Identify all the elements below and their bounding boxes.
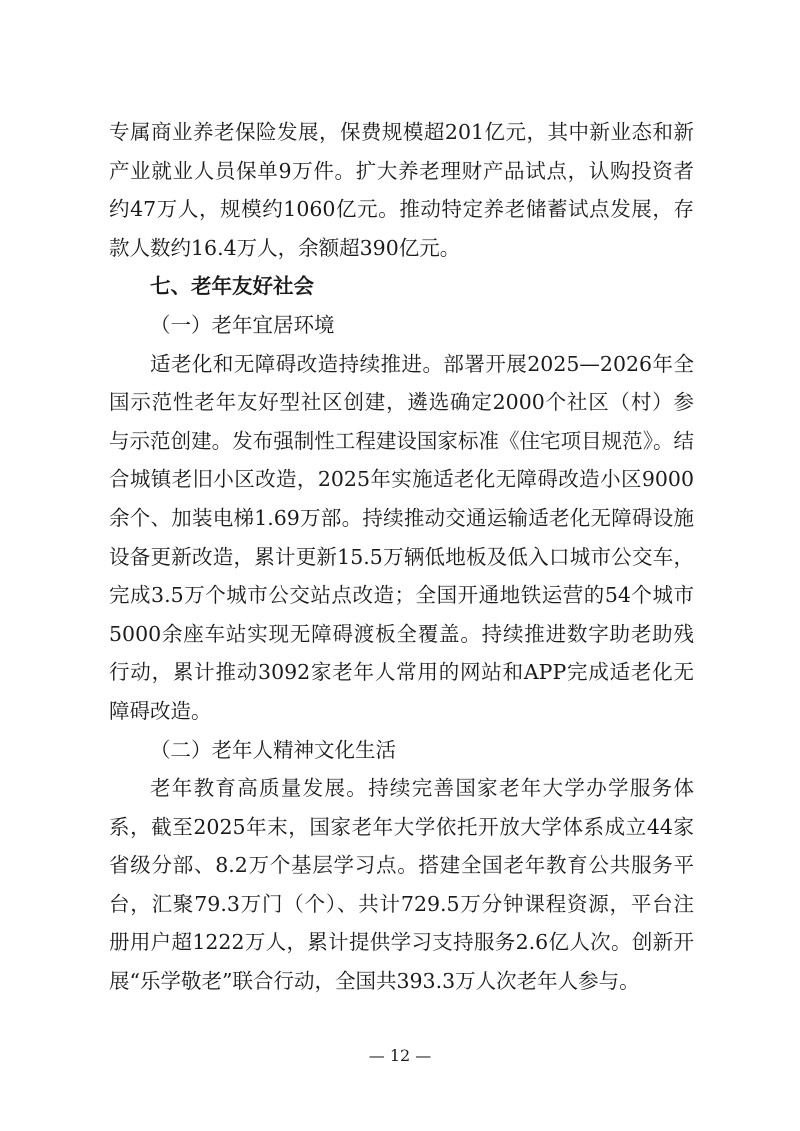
paragraph-pension-insurance: 专属商业养老保险发展，保费规模超201亿元，其中新业态和新产业就业人员保单9万件。扩大养老理财产品试点，认购投资者约47万人，规模约1060亿元。推动特定养老储蓄试点发展，存款人数约16.4万人，余额超390亿元。 <box>109 120 694 260</box>
subsection-heading-2: （二）老年人精神文化生活 <box>150 737 396 762</box>
paragraph-accessibility-renovation: 适老化和无障碍改造持续推进。部署开展2025—2026年全国示范性老年友好型社区创建，遴选确定2000个社区（村）参与示范创建。发布强制性工程建设国家标准《住宅项目规范》。结合城镇老旧小区改造，2025年实施适老化无障碍改造小区9000余个、加装电梯1.69万部。持续推动交通运输适老化无障碍设施设备更新改造，累计更新15.5万辆低地板及低入口城市公交车，完成3.5万个城市公交站点改造；全国开通地铁运营的54个城市5000余座车站实现无障碍渡板全覆盖。持续推进数字助老助残行动，累计推动3092家老年人常用的网站和APP完成适老化无障碍改造。 <box>109 351 694 723</box>
section-heading-7: 七、老年友好社会 <box>150 274 314 299</box>
paragraph-elderly-education: 老年教育高质量发展。持续完善国家老年大学办学服务体系，截至2025年末，国家老年大学依托开放大学体系成立44家省级分部、8.2万个基层学习点。搭建全国老年教育公共服务平台，汇聚79.3万门（个）、共计729.5万分钟课程资源，平台注册用户超1222万人，累计提供学习支持服务2.6亿人次。创新开展“乐学敬老”联合行动，全国共393.3万人次老年人参与。 <box>109 776 694 994</box>
document-body <box>109 113 694 1001</box>
page-number: — 12 — <box>368 1046 432 1065</box>
subsection-heading-1: （一）老年宜居环境 <box>150 312 335 337</box>
